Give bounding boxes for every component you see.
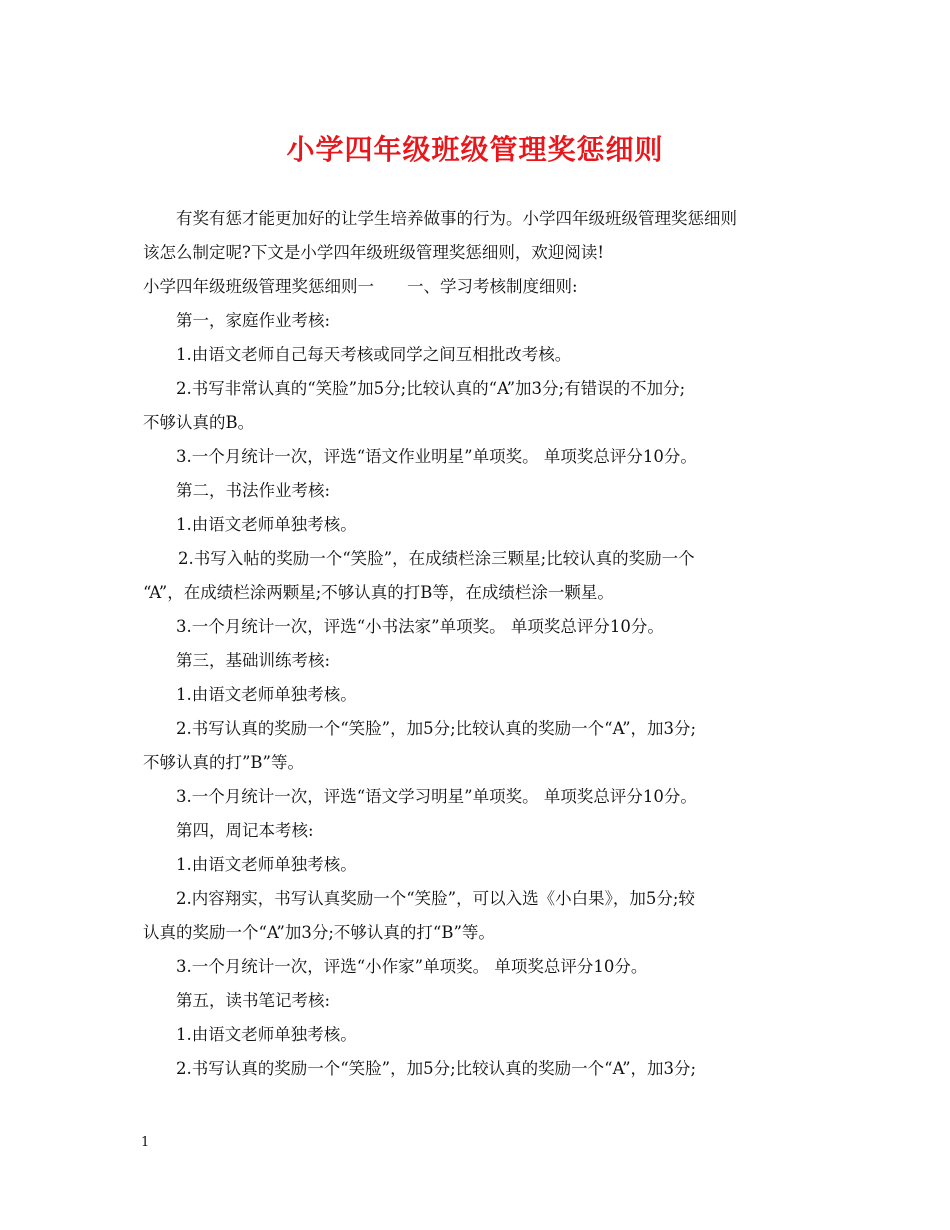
document-title: 小学四年级班级管理奖惩细则 — [286, 133, 664, 166]
paragraph-line: 2.书写认真的奖励一个“笑脸”，加5分;比较认真的奖励一个“A”，加3分; — [176, 1059, 697, 1078]
paragraph-line: 2.书写非常认真的“笑脸”加5分;比较认真的“A”加3分;有错误的不加分; — [176, 379, 686, 398]
paragraph-line: 3.一个月统计一次，评选“语文学习明星”单项奖。 单项奖总评分10分。 — [176, 787, 697, 806]
paragraph-line: 3.一个月统计一次，评选“小书法家”单项奖。 单项奖总评分10分。 — [176, 617, 664, 636]
paragraph-line: 小学四年级班级管理奖惩细则一 一、学习考核制度细则: — [143, 277, 578, 296]
paragraph-line: 不够认真的打”B”等。 — [143, 753, 304, 772]
paragraph-line: 2.书写入帖的奖励一个“笑脸”，在成绩栏涂三颗星;比较认真的奖励一个 — [178, 549, 695, 568]
paragraph-line: 1.由语文老师单独考核。 — [176, 515, 357, 534]
document-body — [143, 202, 815, 1086]
paragraph-line: 1.由语文老师单独考核。 — [176, 1025, 357, 1044]
paragraph-line: 1.由语文老师单独考核。 — [176, 685, 357, 704]
paragraph-line: 3.一个月统计一次，评选“小作家”单项奖。 单项奖总评分10分。 — [176, 957, 648, 976]
section-heading: 第三，基础训练考核: — [176, 651, 331, 670]
paragraph-line: 该怎么制定呢?下文是小学四年级班级管理奖惩细则，欢迎阅读! — [143, 243, 604, 262]
paragraph-line: “A”，在成绩栏涂两颗星;不够认真的打B等，在成绩栏涂一颗星。 — [143, 583, 614, 602]
paragraph-line: 2.内容翔实，书写认真奖励一个“笑脸”，可以入选《小白果》，加5分;较 — [176, 889, 695, 908]
section-heading: 第二，书法作业考核: — [176, 481, 331, 500]
paragraph-line: 不够认真的B。 — [143, 413, 255, 432]
paragraph-line: 3.一个月统计一次，评选“语文作业明星”单项奖。 单项奖总评分10分。 — [176, 447, 697, 466]
paragraph-line: 1.由语文老师单独考核。 — [176, 855, 357, 874]
section-heading: 第四，周记本考核: — [176, 821, 314, 840]
paragraph-line: 认真的奖励一个“A”加3分;不够认真的打“B”等。 — [143, 923, 495, 942]
paragraph-line: 有奖有惩才能更加好的让学生培养做事的行为。小学四年级班级管理奖惩细则 — [176, 209, 737, 228]
paragraph-line: 2.书写认真的奖励一个“笑脸”，加5分;比较认真的奖励一个“A”，加3分; — [176, 719, 697, 738]
section-heading: 第五，读书笔记考核: — [176, 991, 331, 1010]
page-number: 1 — [141, 1135, 150, 1150]
paragraph-line: 1.由语文老师自己每天考核或同学之间互相批改考核。 — [176, 345, 572, 364]
section-heading: 第一，家庭作业考核: — [176, 311, 331, 330]
